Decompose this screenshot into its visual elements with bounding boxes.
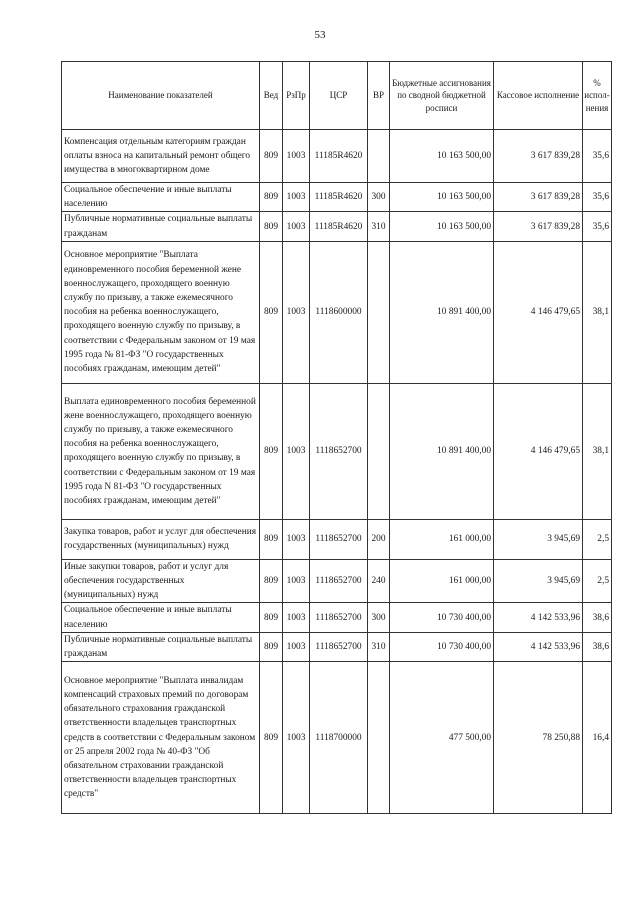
row-name: Закупка товаров, работ и услуг для обеспечения государственных (муниципальных) нужд [62, 519, 260, 559]
row-cash: 3 617 839,28 [494, 183, 583, 212]
header-percent: % испол-нения [583, 62, 612, 130]
table-row [62, 559, 612, 603]
table-row [62, 383, 612, 519]
header-name: Наименование показателей [62, 62, 260, 130]
row-percent: 38,1 [583, 383, 612, 519]
row-percent: 35,6 [583, 212, 612, 241]
table-row [62, 603, 612, 632]
header-budget: Бюджетные ассигнования по сводной бюджетной росписи [390, 62, 494, 130]
row-rzpr: 1003 [283, 241, 310, 383]
row-cash: 3 945,69 [494, 519, 583, 559]
row-ved: 809 [260, 519, 283, 559]
row-ved: 809 [260, 383, 283, 519]
table-row [62, 241, 612, 383]
row-percent: 35,6 [583, 183, 612, 212]
row-name: Основное мероприятие "Выплата единовременного пособия беременной жене военнослужащего, проходящего военную службу по призыву, а также ежемесячного пособия на ребенка военнослужащего, проходящего военную службу по призыву, в соответствии с Федеральным законом от 19 мая 1995 года № 81-ФЗ "О государственных пособиях гражданам, имеющим детей" [62, 241, 260, 383]
row-vr [368, 662, 390, 814]
row-cash: 3 617 839,28 [494, 212, 583, 241]
header-cash: Кассовое исполнение [494, 62, 583, 130]
row-cash: 4 142 533,96 [494, 632, 583, 661]
row-budget: 161 000,00 [390, 519, 494, 559]
row-csr: 1118652700 [310, 559, 368, 603]
row-cash: 3 617 839,28 [494, 130, 583, 183]
row-percent: 38,6 [583, 632, 612, 661]
row-name: Социальное обеспечение и иные выплаты населению [62, 603, 260, 632]
row-name: Социальное обеспечение и иные выплаты населению [62, 183, 260, 212]
row-percent: 2,5 [583, 519, 612, 559]
table-row [62, 183, 612, 212]
row-budget: 10 163 500,00 [390, 212, 494, 241]
row-vr [368, 241, 390, 383]
row-vr: 300 [368, 603, 390, 632]
row-csr: 1118652700 [310, 632, 368, 661]
row-csr: 11185R4620 [310, 183, 368, 212]
row-rzpr: 1003 [283, 519, 310, 559]
row-csr: 1118652700 [310, 603, 368, 632]
row-percent: 38,6 [583, 603, 612, 632]
row-vr: 200 [368, 519, 390, 559]
row-name: Публичные нормативные социальные выплаты гражданам [62, 632, 260, 661]
row-ved: 809 [260, 212, 283, 241]
row-rzpr: 1003 [283, 632, 310, 661]
row-rzpr: 1003 [283, 212, 310, 241]
row-vr: 300 [368, 183, 390, 212]
row-ved: 809 [260, 183, 283, 212]
table-header-row [62, 62, 612, 130]
table-row [62, 662, 612, 814]
header-csr: ЦСР [310, 62, 368, 130]
row-ved: 809 [260, 662, 283, 814]
row-percent: 35,6 [583, 130, 612, 183]
row-rzpr: 1003 [283, 183, 310, 212]
row-csr: 1118652700 [310, 519, 368, 559]
row-ved: 809 [260, 603, 283, 632]
row-rzpr: 1003 [283, 603, 310, 632]
row-csr: 1118652700 [310, 383, 368, 519]
row-budget: 477 500,00 [390, 662, 494, 814]
row-budget: 161 000,00 [390, 559, 494, 603]
row-ved: 809 [260, 632, 283, 661]
row-name: Основное мероприятие "Выплата инвалидам компенсаций страховых премий по договорам обязательного страхования гражданской ответственности владельцев транспортных средств в соответствии с Федеральным законом от 25 апреля 2002 года № 40-ФЗ "Об обязательном страховании гражданской ответственности владельцев транспортных средств" [62, 662, 260, 814]
row-rzpr: 1003 [283, 559, 310, 603]
table-row [62, 212, 612, 241]
row-percent: 2,5 [583, 559, 612, 603]
row-cash: 4 142 533,96 [494, 603, 583, 632]
row-budget: 10 891 400,00 [390, 241, 494, 383]
row-ved: 809 [260, 130, 283, 183]
row-budget: 10 163 500,00 [390, 183, 494, 212]
header-rzpr: РзПр [283, 62, 310, 130]
row-csr: 11185R4620 [310, 212, 368, 241]
row-csr: 1118600000 [310, 241, 368, 383]
row-name: Публичные нормативные социальные выплаты гражданам [62, 212, 260, 241]
row-percent: 38,1 [583, 241, 612, 383]
row-budget: 10 730 400,00 [390, 632, 494, 661]
row-vr [368, 383, 390, 519]
row-cash: 78 250,88 [494, 662, 583, 814]
row-rzpr: 1003 [283, 383, 310, 519]
row-vr [368, 130, 390, 183]
row-cash: 4 146 479,65 [494, 383, 583, 519]
table-row [62, 519, 612, 559]
row-cash: 3 945,69 [494, 559, 583, 603]
row-name: Выплата единовременного пособия беременной жене военнослужащего, проходящего военную службу по призыву, а также ежемесячного пособия на ребенка военнослужащего, проходящего военную службу по призыву, в соответствии с Федеральным законом от 19 мая 1995 года N 81-ФЗ "О государственных пособиях гражданам, имеющим детей" [62, 383, 260, 519]
header-vr: ВР [368, 62, 390, 130]
row-vr: 240 [368, 559, 390, 603]
row-vr: 310 [368, 212, 390, 241]
row-rzpr: 1003 [283, 130, 310, 183]
row-budget: 10 730 400,00 [390, 603, 494, 632]
row-budget: 10 891 400,00 [390, 383, 494, 519]
table-row [62, 632, 612, 661]
row-ved: 809 [260, 559, 283, 603]
row-ved: 809 [260, 241, 283, 383]
table-row [62, 130, 612, 183]
row-vr: 310 [368, 632, 390, 661]
page-number: 53 [314, 29, 326, 41]
row-name: Иные закупки товаров, работ и услуг для обеспечения государственных (муниципальных) нужд [62, 559, 260, 603]
row-csr: 11185R4620 [310, 130, 368, 183]
row-rzpr: 1003 [283, 662, 310, 814]
row-percent: 16,4 [583, 662, 612, 814]
row-csr: 1118700000 [310, 662, 368, 814]
row-cash: 4 146 479,65 [494, 241, 583, 383]
budget-execution-table [61, 61, 612, 814]
header-ved: Вед [260, 62, 283, 130]
row-budget: 10 163 500,00 [390, 130, 494, 183]
row-name: Компенсация отдельным категориям граждан оплаты взноса на капитальный ремонт общего имущества в многоквартирном доме [62, 130, 260, 183]
